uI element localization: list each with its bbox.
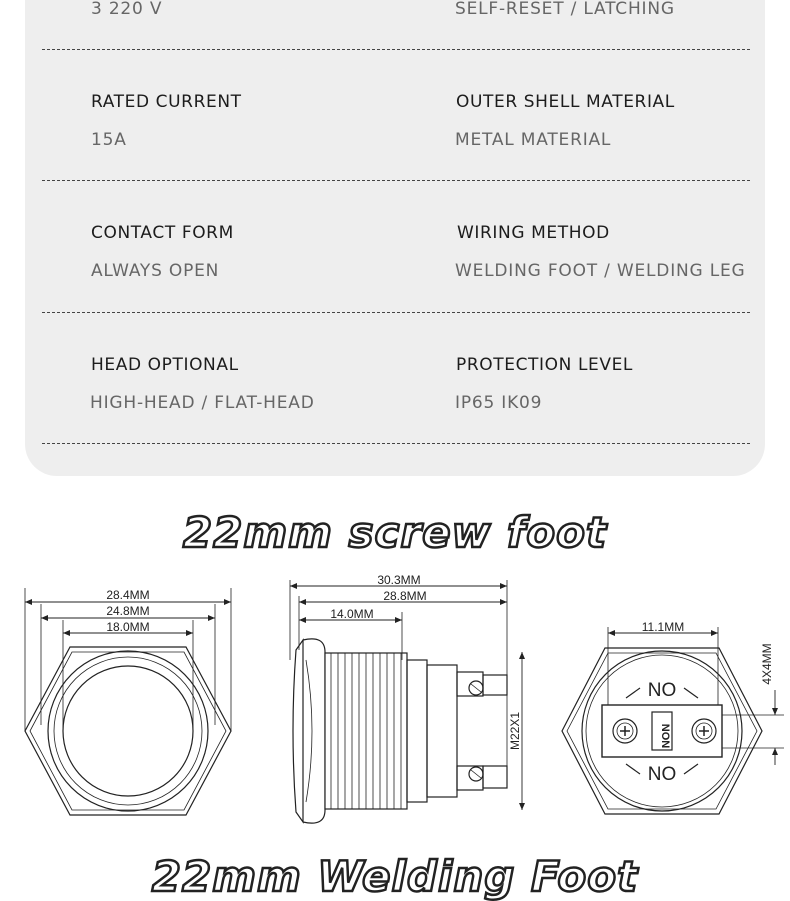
spec-card [25, 0, 765, 476]
contact-form-label: CONTACT FORM [91, 223, 234, 243]
contact-form-value: ALWAYS OPEN [91, 261, 220, 281]
reset-type-value: SELF-RESET / LATCHING [455, 0, 675, 19]
divider [42, 180, 750, 181]
welding-foot-title: 22mm Welding Foot [151, 852, 639, 901]
back-view [562, 627, 784, 814]
protection-level-value: IP65 IK09 [455, 393, 543, 413]
protection-level-label: PROTECTION LEVEL [456, 355, 633, 375]
back-dim-terminal: 11.1MM [641, 620, 685, 634]
wiring-method-value: WELDING FOOT / WELDING LEG [455, 261, 746, 281]
screw-foot-title: 22mm screw foot [182, 508, 608, 557]
divider [42, 49, 750, 50]
wiring-method-label: WIRING METHOD [457, 223, 610, 243]
side-thread: M22X1 [508, 711, 522, 751]
back-dim-tab: 4X4MM [760, 643, 774, 685]
front-dim-mid: 24.8MM [106, 604, 150, 618]
divider [42, 443, 750, 444]
divider [42, 312, 750, 313]
head-optional-value: HIGH-HEAD / FLAT-HEAD [90, 393, 315, 413]
technical-drawing [0, 560, 790, 845]
side-dim-total: 30.3MM [377, 573, 421, 587]
center-mark: NON [659, 723, 671, 749]
front-dim-outer: 28.4MM [106, 588, 150, 602]
outer-shell-value: METAL MATERIAL [455, 130, 612, 150]
rated-current-value: 15A [91, 130, 127, 150]
head-optional-label: HEAD OPTIONAL [91, 355, 239, 375]
outer-shell-label: OUTER SHELL MATERIAL [456, 92, 675, 112]
rated-current-label: RATED CURRENT [91, 92, 242, 112]
side-dim-head: 14.0MM [330, 607, 374, 621]
side-view [290, 580, 522, 823]
front-dim-inner: 18.0MM [106, 620, 150, 634]
contact-top-label: NO [647, 680, 677, 701]
contact-bottom-label: NO [647, 764, 677, 785]
voltage-value: 3 220 V [91, 0, 163, 19]
side-dim-body: 28.8MM [383, 589, 427, 603]
